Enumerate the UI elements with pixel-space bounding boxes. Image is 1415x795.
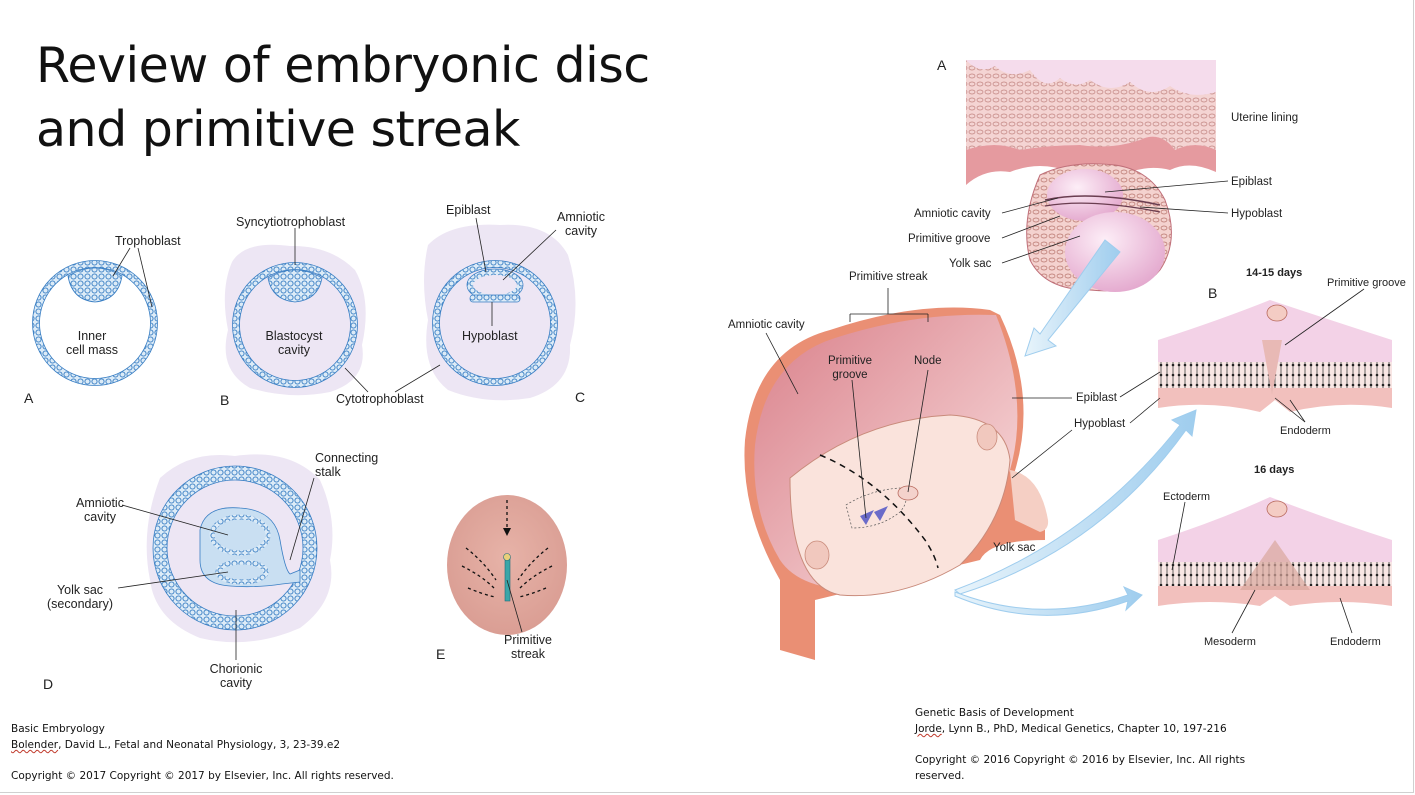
- label-uterine-lining: Uterine lining: [1231, 112, 1299, 124]
- label-primitive-streak-e: [496, 633, 560, 661]
- label-hypoblast-main: Hypoblast: [1074, 418, 1126, 430]
- label-amniotic-cavity-c: [550, 210, 612, 238]
- label-inner-cell-mass: [62, 329, 122, 357]
- label-hypoblast-c: Hypoblast: [462, 329, 518, 343]
- label-connecting-stalk-line-2: stalk: [315, 465, 341, 479]
- label-hypoblast-a: Hypoblast: [1231, 208, 1283, 220]
- label-14-15-days: 14-15 days: [1246, 267, 1303, 279]
- label-epiblast-a: Epiblast: [1231, 176, 1272, 188]
- slide-title-line-2: and primitive streak: [36, 101, 520, 158]
- label-yolk-sac-secondary-line-2: (secondary): [47, 597, 113, 611]
- citation-left-author: [11, 737, 394, 753]
- label-syncytiotrophoblast: Syncytiotrophoblast: [236, 215, 346, 229]
- panel-letter-a-left: A: [24, 390, 34, 406]
- label-inner-cell-mass-line-1: Inner: [77, 329, 107, 343]
- label-primitive-groove-b: Primitive groove: [1327, 277, 1406, 289]
- label-epiblast-c: Epiblast: [446, 203, 491, 217]
- label-mesoderm: Mesoderm: [1204, 636, 1256, 648]
- left-panel-c-drawing: [395, 218, 576, 400]
- right-panel-b-top-drawing: [1120, 289, 1392, 423]
- label-primitive-streak-main: Primitive streak: [849, 271, 928, 283]
- label-chorionic-cavity-line-1: Chorionic: [209, 662, 263, 676]
- left-panel-e-drawing: [447, 495, 567, 635]
- label-amniotic-cavity-c-line-1: Amniotic: [557, 210, 605, 224]
- label-yolk-sac-secondary: [40, 583, 120, 611]
- left-panel-d-drawing: [118, 454, 332, 660]
- label-inner-cell-mass-line-2: cell mass: [65, 343, 119, 357]
- label-cytotrophoblast: Cytotrophoblast: [336, 392, 424, 406]
- label-amniotic-cavity-d-line-1: Amniotic: [76, 496, 124, 510]
- label-blastocyst-cavity: [262, 329, 326, 357]
- label-primitive-groove-a: Primitive groove: [908, 233, 991, 245]
- citation-right-author-name: Jorde: [915, 723, 942, 735]
- label-primitive-groove-main: [820, 354, 880, 382]
- label-connecting-stalk: [315, 451, 378, 479]
- panel-letter-c-left: C: [575, 389, 586, 405]
- label-endoderm-b-bottom: Endoderm: [1330, 636, 1381, 648]
- right-panel-b-bottom-drawing: [1158, 497, 1392, 633]
- left-panel-a-drawing: [33, 248, 158, 386]
- label-primitive-streak-e-line-2: streak: [510, 647, 546, 661]
- label-ectoderm: Ectoderm: [1163, 491, 1211, 503]
- label-primitive-streak-e-line-1: Primitive: [504, 633, 552, 647]
- label-amniotic-cavity-main: Amniotic cavity: [728, 319, 805, 331]
- label-amniotic-cavity-a: Amniotic cavity: [914, 208, 991, 220]
- label-primitive-groove-main-line-2: groove: [832, 369, 868, 381]
- citation-right-author-rest: , Lynn B., PhD, Medical Genetics, Chapter 10, 197-216: [941, 723, 1227, 735]
- right-main-drawing: [744, 288, 1072, 660]
- label-16-days: 16 days: [1254, 464, 1295, 476]
- label-endoderm-b-top: Endoderm: [1280, 425, 1331, 437]
- citation-right-copyright-line-2: reserved.: [915, 770, 965, 782]
- panel-letter-b-right: B: [1208, 285, 1218, 301]
- label-amniotic-cavity-d-line-2: cavity: [84, 510, 116, 524]
- label-amniotic-cavity-d: [62, 496, 138, 524]
- panel-letter-a-right: A: [937, 57, 947, 73]
- label-chorionic-cavity: [200, 662, 272, 690]
- citation-left-book: Basic Embryology: [11, 723, 105, 735]
- panel-letter-b-left: B: [220, 392, 230, 408]
- citation-left-author-rest: , David L., Fetal and Neonatal Physiology, 3, 23-39.e2: [58, 739, 341, 751]
- citation-right-book: Genetic Basis of Development: [915, 707, 1074, 719]
- label-connecting-stalk-line-1: Connecting: [315, 451, 379, 465]
- label-blastocyst-cavity-line-1: Blastocyst: [265, 329, 323, 343]
- citation-left: [11, 721, 394, 784]
- label-yolk-sac-a: Yolk sac: [949, 258, 992, 270]
- label-primitive-groove-main-line-1: Primitive: [827, 355, 873, 367]
- label-yolk-sac-main: Yolk sac: [993, 542, 1036, 554]
- left-panel-b-drawing: [225, 228, 368, 395]
- citation-left-author-name: Bolender: [11, 739, 59, 751]
- citation-right-copyright-line-1: Copyright © 2016 Copyright © 2016 by Elsevier, Inc. All rights: [915, 754, 1246, 766]
- panel-letter-e-left: E: [436, 646, 446, 662]
- label-epiblast-main: Epiblast: [1076, 392, 1117, 404]
- label-node: Node: [914, 355, 942, 367]
- slide-title-line-1: Review of embryonic disc: [36, 37, 650, 94]
- panel-letter-d-left: D: [43, 676, 54, 692]
- citation-left-copyright: Copyright © 2017 Copyright © 2017 by Elsevier, Inc. All rights reserved.: [11, 770, 394, 782]
- label-trophoblast: Trophoblast: [115, 234, 181, 248]
- citation-right-author: [915, 721, 1245, 737]
- label-amniotic-cavity-c-line-2: cavity: [565, 224, 597, 238]
- label-blastocyst-cavity-line-2: cavity: [278, 343, 310, 357]
- label-yolk-sac-secondary-line-1: Yolk sac: [56, 583, 104, 597]
- label-chorionic-cavity-line-2: cavity: [220, 676, 252, 690]
- citation-right: [915, 705, 1245, 784]
